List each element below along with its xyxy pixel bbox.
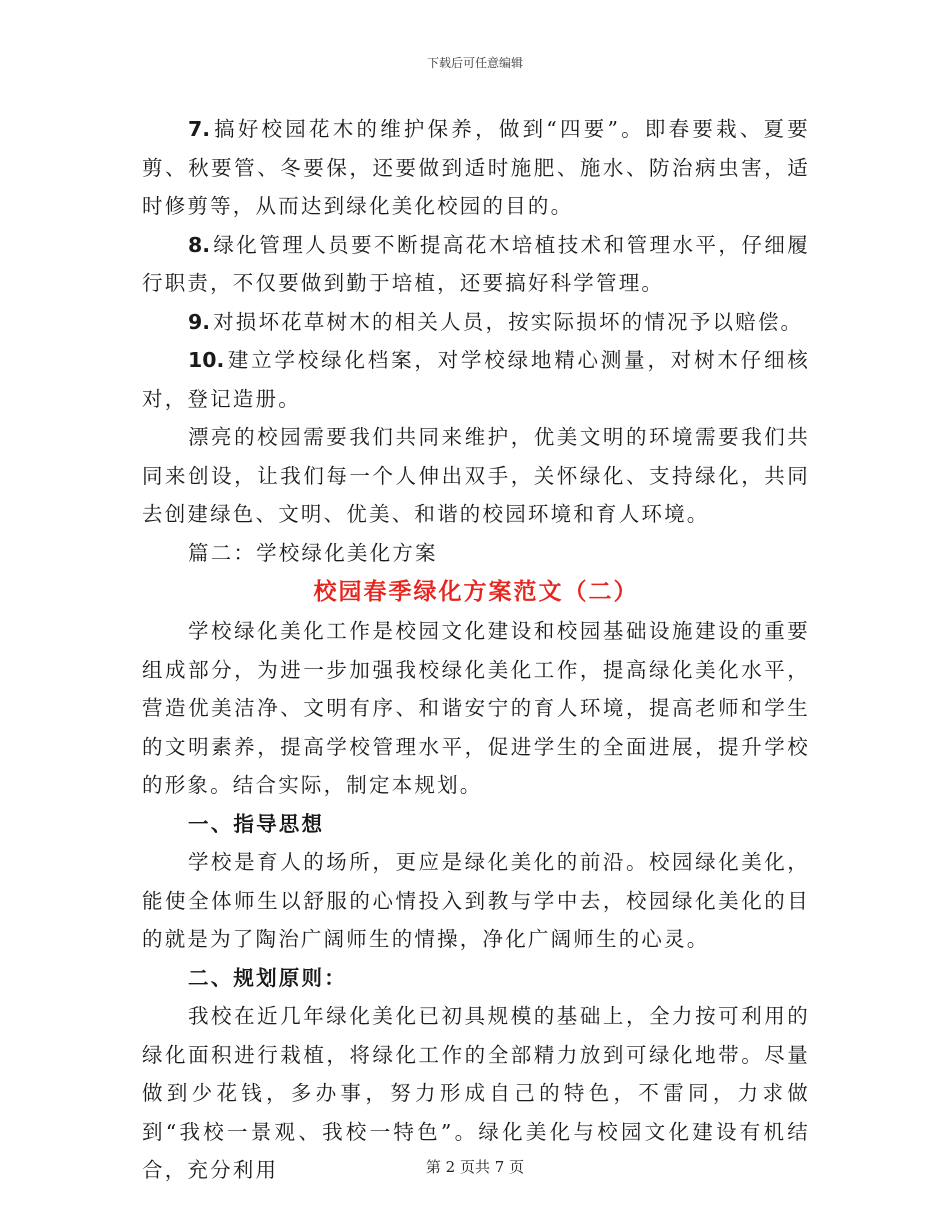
closing-paragraph: 漂亮的校园需要我们共同来维护，优美文明的环境需要我们共同来创设，让我们每一个人伸出双手，关怀绿化、支持绿化，共同去创建绿色、文明、优美、和谐的校园环境和育人环境。 [142,425,810,526]
item-number: 10. [188,348,225,372]
item-number: 9. [188,309,211,334]
item-text: 建立学校绿化档案，对学校绿地精心测量，对树木仔细核对，登记造册。 [142,348,810,411]
section-title: 校园春季绿化方案范文（二） [313,578,639,605]
item-text: 搞好校园花木的维护保养，做到“四要”。即春要栽、夏要剪、秋要管、冬要保，还要做到适时施肥、施水、防治病虫害，适时修剪等，从而达到绿化美化校园的目的。 [142,117,810,218]
part-label: 篇二：学校绿化美化方案 [188,540,438,565]
item-number: 8. [188,232,211,257]
intro-paragraph: 学校绿化美化工作是校园文化建设和校园基础设施建设的重要组成部分，为进一步加强我校绿化美化工作，提高绿化美化水平，营造优美洁净、文明有序、和谐安宁的育人环境，提高老师和学生的文明素养，提高学校管理水平，促进学生的全面进展，提升学校的形象。结合实际，制定本规划。 [142,619,810,797]
page-header: 下载后可任意编辑 [426,56,523,70]
document-body [142,110,810,1190]
guiding-ideology-paragraph: 学校是育人的场所，更应是绿化美化的前沿。校园绿化美化，能使全体师生以舒服的心情投入到教与学中去，校园绿化美化的目的就是为了陶治广阔师生的情操，净化广阔师生的心灵。 [142,850,810,951]
list-item [142,226,810,303]
heading-guiding-ideology: 一、指导思想 [188,811,325,836]
list-item [142,341,810,418]
item-text: 绿化管理人员要不断提高花木培植技术和管理水平，仔细履行职责，不仅要做到勤于培植，还要搞好科学管理。 [142,232,810,295]
item-text: 对损坏花草树木的相关人员，按实际损坏的情况予以赔偿。 [213,309,804,334]
list-item [142,303,810,342]
planning-principles-paragraph: 我校在近几年绿化美化已初具规模的基础上，全力按可利用的绿化面积进行栽植，将绿化工作的全部精力放到可绿化地带。尽量做到少花钱，多办事，努力形成自己的特色，不雷同，力求做到“我校一景观、我校一特色”。绿化美化与校园文化建设有机结合，充分利用 [142,1004,810,1182]
list-item [142,110,810,226]
page-footer: 第 2 页共 7 页 [425,1158,525,1176]
heading-planning-principles: 二、规划原则： [188,965,347,990]
item-number: 7. [188,117,211,141]
